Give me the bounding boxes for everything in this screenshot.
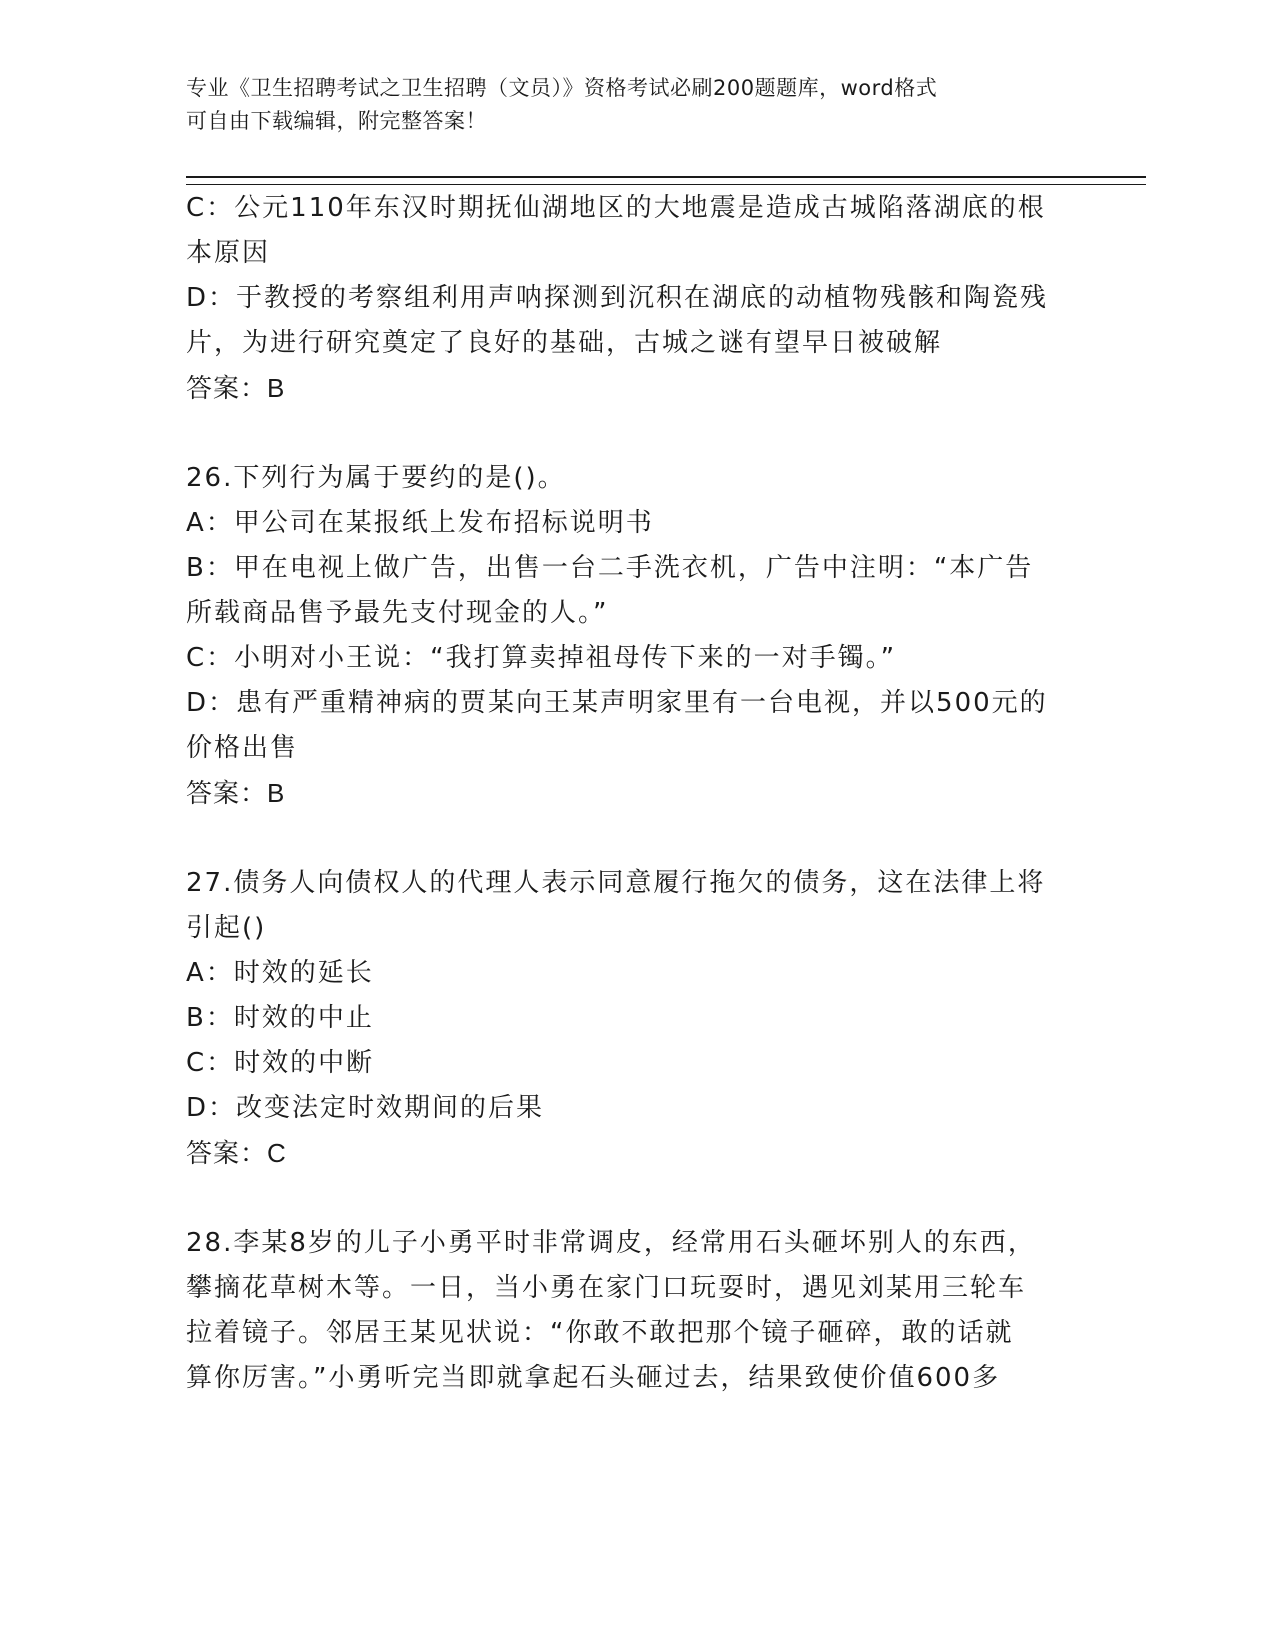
option-c: C：时效的中断: [186, 1048, 375, 1078]
spacer: [186, 411, 1066, 456]
question-stem-line-3: 拉着镜子。邻居王某见状说：“你敢不敢把那个镜子砸碎，敢的话就: [186, 1318, 1014, 1348]
question-stem: 26.下列行为属于要约的是()。: [186, 463, 566, 493]
header-line-2: 可自由下载编辑，附完整答案！: [186, 109, 487, 133]
question-28: [186, 1221, 1066, 1401]
option-d: D：改变法定时效期间的后果: [186, 1093, 545, 1123]
answer-line: 答案：C: [186, 1138, 287, 1168]
header-line-1: 专业《卫生招聘考试之卫生招聘（文员）》资格考试必刷200题题库，word格式: [186, 76, 938, 100]
option-c: C：小明对小王说：“我打算卖掉祖母传下来的一对手镯。”: [186, 643, 897, 673]
header-divider: [186, 176, 1146, 185]
question-stem-line-2: 攀摘花草树木等。一日，当小勇在家门口玩耍时，遇见刘某用三轮车: [186, 1273, 1027, 1303]
option-d-line-2: 片，为进行研究奠定了良好的基础，古城之谜有望早日被破解: [186, 328, 943, 358]
document-body: [186, 186, 1066, 1401]
option-d-line-1: D：患有严重精神病的贾某向王某声明家里有一台电视，并以500元的: [186, 688, 1048, 718]
option-d-line-1: D：于教授的考察组利用声呐探测到沉积在湖底的动植物残骸和陶瓷残: [186, 283, 1049, 313]
answer-line: 答案：B: [186, 778, 286, 808]
option-d-line-2: 价格出售: [186, 733, 299, 763]
option-a: A：时效的延长: [186, 958, 374, 988]
option-b-line-1: B：甲在电视上做广告，出售一台二手洗衣机，广告中注明：“本广告: [186, 553, 1034, 583]
question-stem-line-2: 引起(): [186, 913, 267, 943]
question-stem-line-1: 27.债务人向债权人的代理人表示同意履行拖欠的债务，这在法律上将: [186, 868, 1046, 898]
question-27: [186, 861, 1066, 1176]
option-b: B：时效的中止: [186, 1003, 374, 1033]
option-a: A：甲公司在某报纸上发布招标说明书: [186, 508, 654, 538]
answer-line: 答案：B: [186, 373, 286, 403]
spacer: [186, 816, 1066, 861]
option-c-line-1: C：公元110年东汉时期抚仙湖地区的大地震是造成古城陷落湖底的根: [186, 193, 1046, 223]
question-26: [186, 456, 1066, 816]
option-c-line-2: 本原因: [186, 238, 271, 268]
question-25-continued: [186, 186, 1066, 411]
option-b-line-2: 所载商品售予最先支付现金的人。”: [186, 598, 609, 628]
page-header: [186, 72, 1066, 138]
question-stem-line-1: 28.李某8岁的儿子小勇平时非常调皮，经常用石头砸坏别人的东西，: [186, 1228, 1036, 1258]
spacer: [186, 1176, 1066, 1221]
question-stem-line-4: 算你厉害。”小勇听完当即就拿起石头砸过去，结果致使价值600多: [186, 1363, 1001, 1393]
